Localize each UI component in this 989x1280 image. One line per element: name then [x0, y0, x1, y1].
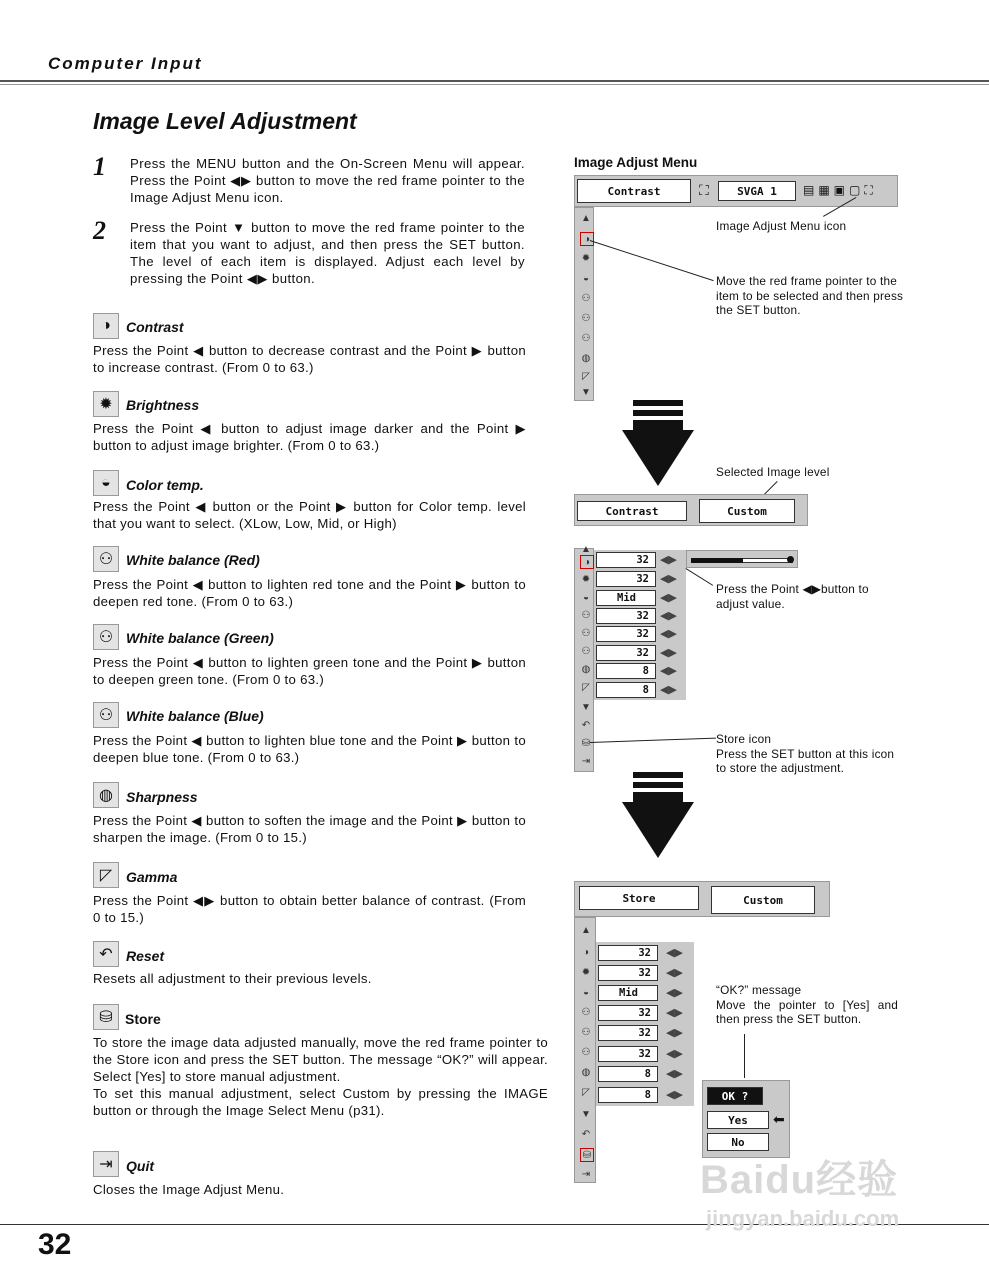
white-balance-green-desc: Press the Point ◀ button to lighten green tone and the Point ▶ button to deepen green tone. (From 0 to 63.): [93, 655, 526, 687]
ok-prompt: OK ?: [707, 1087, 763, 1105]
sharpness-icon: ◍: [581, 352, 591, 364]
contrast-icon: ◑: [93, 313, 119, 339]
brightness-icon: ✹: [581, 966, 591, 978]
quit-icon: ⇥: [93, 1151, 119, 1177]
white-balance-blue-icon: ⚇: [581, 645, 591, 657]
step-number-2: 2: [93, 216, 106, 245]
reset-icon: ↶: [581, 1128, 591, 1140]
value-box: 8: [598, 1066, 658, 1082]
note-ok-message: “OK?” message Move the pointer to [Yes] and then press the SET button.: [716, 983, 898, 1026]
quit-icon: ⇥: [581, 755, 591, 767]
color-temp-icon: ◒: [93, 470, 119, 496]
gamma-icon: ◸: [582, 1086, 590, 1098]
white-balance-red-icon: ⚇: [581, 292, 591, 304]
left-right-arrows-icon: ◀▶: [666, 987, 683, 999]
brightness-icon: ✹: [581, 573, 591, 585]
sharpness-icon: ◍: [93, 782, 119, 808]
store-desc: To store the image data adjusted manually, move the red frame pointer to the Store icon and press the SET button. The message “OK?” will appear. Select [Yes] to store manual adjustment. To set this manual adjustment, select Custom by pressing the IMAGE button or through the Image Select Menu (p31).: [93, 1035, 548, 1118]
level-slider: [686, 550, 798, 568]
white-balance-green-icon: ⚇: [581, 312, 591, 324]
menu-bar-2: [574, 494, 808, 526]
left-right-arrows-icon: ◀▶: [666, 1068, 683, 1080]
note-menu-icon: Image Adjust Menu icon: [716, 219, 847, 233]
pointer-arrow-icon: ⬅: [773, 1111, 785, 1127]
left-right-arrows-icon: ◀▶: [660, 665, 677, 677]
contrast-title: Contrast: [126, 319, 184, 335]
image-select-icon: ⛶: [699, 182, 709, 198]
note-adjust-value: Press the Point ◀▶button to adjust value.: [716, 582, 869, 611]
white-balance-red-icon: ⚇: [93, 546, 119, 572]
ok-dialog: [702, 1080, 790, 1158]
menu2-item-box: Contrast: [577, 501, 687, 521]
menu3-item-box: Store: [579, 886, 699, 910]
leader-line: [590, 240, 714, 281]
page-title: Image Level Adjustment: [93, 108, 357, 134]
value-box: 32: [598, 1005, 658, 1021]
left-right-arrows-icon: ◀▶: [660, 573, 677, 585]
left-right-arrows-icon: ◀▶: [660, 684, 677, 696]
color-temp-title: Color temp.: [126, 477, 204, 493]
no-button[interactable]: No: [707, 1133, 769, 1151]
quit-title: Quit: [126, 1158, 154, 1174]
reset-title: Reset: [126, 948, 165, 964]
white-balance-red-title: White balance (Red): [126, 552, 260, 568]
value-box: 32: [598, 945, 658, 961]
left-right-arrows-icon: ◀▶: [666, 1027, 683, 1039]
sharpness-icon: ◍: [581, 1066, 591, 1078]
value-panel-3: [596, 942, 694, 1106]
header-rule-thin: [0, 84, 989, 85]
contrast-icon: ◑: [580, 232, 594, 246]
icon-column-1: [574, 207, 594, 401]
step-text-2: Press the Point ▼ button to move the red frame pointer to the item that you want to adjust, and then press the SET button. The level of each item is displayed. Adjust each level by pressing the Point ◀▶ button.: [130, 220, 525, 286]
white-balance-red-icon: ⚇: [581, 1006, 591, 1018]
icon-column-2: [574, 543, 594, 772]
note-pointer: Move the red frame pointer to the item to be selected and then press the SET button.: [716, 274, 904, 317]
store-icon: ⛁: [581, 737, 591, 749]
image-adjust-menu-label: Image Adjust Menu: [574, 155, 698, 170]
left-right-arrows-icon: ◀▶: [660, 554, 677, 566]
reset-icon: ↶: [581, 719, 591, 731]
value-box: 32: [596, 552, 656, 568]
step-text-1: Press the MENU button and the On-Screen Menu will appear. Press the Point ◀▶ button to move the red frame pointer to the Image Adjust Menu icon.: [130, 156, 525, 205]
gamma-icon: ◸: [582, 370, 590, 382]
value-box: 32: [598, 1046, 658, 1062]
brightness-desc: Press the Point ◀ button to adjust image darker and the Point ▶ button to adjust image brighter. (From 0 to 63.): [93, 421, 526, 453]
white-balance-blue-icon: ⚇: [581, 1046, 591, 1058]
note-store-icon: Store icon Press the SET button at this icon to store the adjustment.: [716, 732, 895, 775]
sharpness-desc: Press the Point ◀ button to soften the image and the Point ▶ button to sharpen the image. (From 0 to 15.): [93, 813, 526, 845]
value-box: 32: [596, 608, 656, 624]
store-title: Store: [125, 1011, 161, 1027]
white-balance-red-desc: Press the Point ◀ button to lighten red tone and the Point ▶ button to deepen red tone. (From 0 to 63.): [93, 577, 526, 609]
watermark-brand: Baidu经验: [700, 1158, 899, 1202]
store-icon: ⛁: [580, 1148, 594, 1162]
menu2-level-box: Custom: [699, 499, 795, 523]
up-arrow-icon: ▲: [581, 543, 591, 555]
white-balance-red-icon: ⚇: [581, 609, 591, 621]
white-balance-green-title: White balance (Green): [126, 630, 274, 646]
left-right-arrows-icon: ◀▶: [666, 947, 683, 959]
menu1-item-box: Contrast: [577, 179, 691, 203]
quit-desc: Closes the Image Adjust Menu.: [93, 1182, 285, 1197]
left-right-arrows-icon: ◀▶: [666, 1048, 683, 1060]
white-balance-blue-title: White balance (Blue): [126, 708, 264, 724]
white-balance-blue-icon: ⚇: [93, 702, 119, 728]
brightness-title: Brightness: [126, 397, 200, 413]
menu3-level-box: Custom: [711, 886, 815, 914]
left-right-arrows-icon: ◀▶: [660, 628, 677, 640]
contrast-icon: ◑: [580, 555, 594, 569]
reset-icon: ↶: [93, 941, 119, 967]
brightness-icon: ✹: [581, 252, 591, 264]
white-balance-blue-desc: Press the Point ◀ button to lighten blue tone and the Point ▶ button to deepen blue tone. (From 0 to 63.): [93, 733, 526, 765]
value-box: 8: [596, 682, 656, 698]
page-number: 32: [38, 1228, 72, 1261]
color-temp-icon: ◒: [582, 591, 590, 603]
value-panel-2: [594, 550, 686, 700]
left-right-arrows-icon: ◀▶: [660, 647, 677, 659]
section-header: Computer Input: [48, 54, 203, 73]
contrast-icon: ◑: [582, 946, 590, 958]
white-balance-green-icon: ⚇: [581, 1026, 591, 1038]
yes-button[interactable]: Yes: [707, 1111, 769, 1129]
value-box: Mid: [596, 590, 656, 606]
value-box: 8: [596, 663, 656, 679]
menu1-mode-box: SVGA 1: [718, 181, 796, 201]
gamma-title: Gamma: [126, 869, 178, 885]
left-right-arrows-icon: ◀▶: [666, 1089, 683, 1101]
value-box: 8: [598, 1087, 658, 1103]
watermark-url: jingyan.baidu.com: [706, 1206, 900, 1231]
white-balance-green-icon: ⚇: [581, 627, 591, 639]
value-box: 32: [598, 965, 658, 981]
left-right-arrows-icon: ◀▶: [666, 967, 683, 979]
icon-column-3: [574, 917, 596, 1183]
menu-bar-1: [574, 175, 898, 207]
contrast-desc: Press the Point ◀ button to decrease contrast and the Point ▶ button to increase contrast. (From 0 to 63.): [93, 343, 526, 375]
color-temp-icon: ◒: [582, 986, 590, 998]
left-right-arrows-icon: ◀▶: [660, 592, 677, 604]
leader-line: [685, 568, 713, 586]
step-number-1: 1: [93, 152, 106, 181]
value-box: 32: [598, 1025, 658, 1041]
value-box: 32: [596, 645, 656, 661]
value-box: 32: [596, 571, 656, 587]
sharpness-title: Sharpness: [126, 789, 198, 805]
left-right-arrows-icon: ◀▶: [660, 610, 677, 622]
left-right-arrows-icon: ◀▶: [666, 1007, 683, 1019]
leader-line: [744, 1034, 745, 1078]
menu-bar-3: [574, 881, 830, 917]
note-selected-level: Selected Image level: [716, 465, 830, 479]
color-temp-icon: ◒: [582, 272, 590, 284]
gamma-icon: ◸: [93, 862, 119, 888]
down-arrow-icon: ▼: [581, 386, 591, 398]
store-icon: ⛁: [93, 1004, 119, 1030]
value-box: Mid: [598, 985, 658, 1001]
leader-line: [590, 738, 716, 743]
down-arrow-icon: ▼: [581, 1108, 591, 1120]
up-arrow-icon: ▲: [581, 924, 591, 936]
down-arrow-icon: ▼: [581, 701, 591, 713]
header-rule: [0, 80, 989, 82]
quit-icon: ⇥: [581, 1168, 591, 1180]
color-temp-desc: Press the Point ◀ button or the Point ▶ button for Color temp. level that you want to select. (XLow, Low, Mid, or High): [93, 499, 526, 531]
sharpness-icon: ◍: [581, 663, 591, 675]
up-arrow-icon: ▲: [581, 212, 591, 224]
white-balance-green-icon: ⚇: [93, 624, 119, 650]
reset-desc: Resets all adjustment to their previous levels.: [93, 971, 372, 986]
white-balance-blue-icon: ⚇: [581, 332, 591, 344]
menu-tab-icons: ▤▦▣▢⛶: [803, 183, 877, 197]
gamma-icon: ◸: [582, 681, 590, 693]
brightness-icon: ✹: [93, 391, 119, 417]
gamma-desc: Press the Point ◀▶ button to obtain better balance of contrast. (From 0 to 15.): [93, 893, 526, 925]
value-box: 32: [596, 626, 656, 642]
